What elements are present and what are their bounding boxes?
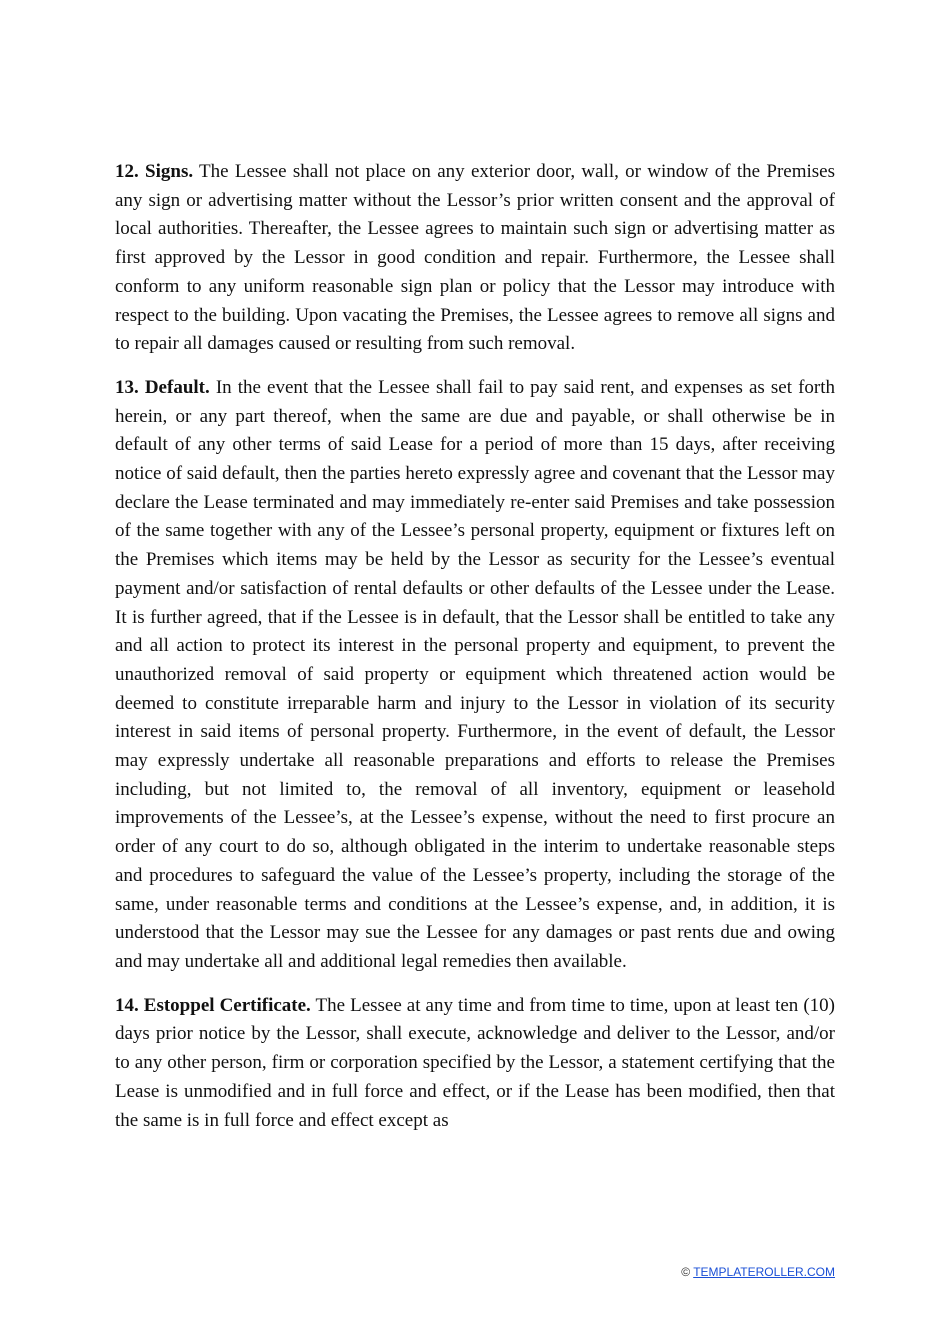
clause-signs	[115, 158, 835, 359]
page-footer	[681, 1265, 835, 1279]
clause-body: The Lessee shall not place on any exterior door, wall, or window of the Premises any sign or advertising matter without the Lessor’s prior written consent and the approval of local authorities. Thereafter, the Lessee agrees to maintain such sign or advertising matter as first approved by the Lessor in good condition and repair. Furthermore, the Lessee shall conform to any uniform reasonable sign plan or policy that the Lessor may introduce with respect to the building. Upon vacating the Premises, the Lessee agrees to remove all signs and to repair all damages caused or resulting from such removal.	[115, 161, 835, 355]
clause-heading: 12. Signs.	[115, 161, 194, 182]
document-page	[115, 158, 835, 1150]
clause-heading: 13. Default.	[115, 376, 210, 398]
clause-default	[115, 374, 835, 977]
clause-estoppel-certificate	[115, 992, 835, 1136]
clause-body: The Lessee at any time and from time to time, upon at least ten (10) days prior notice by the Lessor, shall execute, acknowledge and deliver to the Lessor, and/or to any other person, firm or corporation specified by the Lessor, a statement certifying that the Lease is unmodified and in full force and effect, or if the Lease has been modified, then that the same is in full force and effect except as	[115, 994, 835, 1131]
templateroller-link[interactable]: TEMPLATEROLLER.COM	[693, 1265, 835, 1279]
clause-body: In the event that the Lessee shall fail to pay said rent, and expenses as set forth herein, or any part thereof, when the same are due and payable, or shall otherwise be in default of any other terms of said Lease for a period of more than 15 days, after receiving notice of said default, then the parties hereto expressly agree and covenant that the Lessor may declare the Lease terminated and may immediately re-enter said Premises and take possession of the same together with any of the Lessee’s personal property, equipment or fixtures left on the Premises which items may be held by the Lessor as security for the Lessee’s eventual payment and/or satisfaction of rental defaults or other defaults of the Lessee under the Lease. It is further agreed, that if the Lessee is in default, that the Lessor shall be entitled to take any and all action to protect its interest in the personal property and equipment, to prevent the unauthorized removal of said property or equipment which threatened action would be deemed to constitute irreparable harm and injury to the Lessor in violation of its security interest in said items of personal property. Furthermore, in the event of default, the Lessor may expressly undertake all reasonable preparations and efforts to release the Premises including, but not limited to, the removal of all inventory, equipment or leasehold improvements of the Lessee’s, at the Lessee’s expense, without the need to first procure an order of any court to do so, although obligated in the interim to undertake reasonable steps and procedures to safeguard the value of the Lessee’s property, including the storage of the same, under reasonable terms and conditions at the Lessee’s expense, and, in addition, it is understood that the Lessor may sue the Lessee for any damages or past rents due and owing and may undertake all and additional legal remedies then available.	[115, 376, 836, 972]
clause-heading: 14. Estoppel Certificate.	[115, 994, 311, 1016]
copyright-symbol: ©	[681, 1265, 691, 1279]
